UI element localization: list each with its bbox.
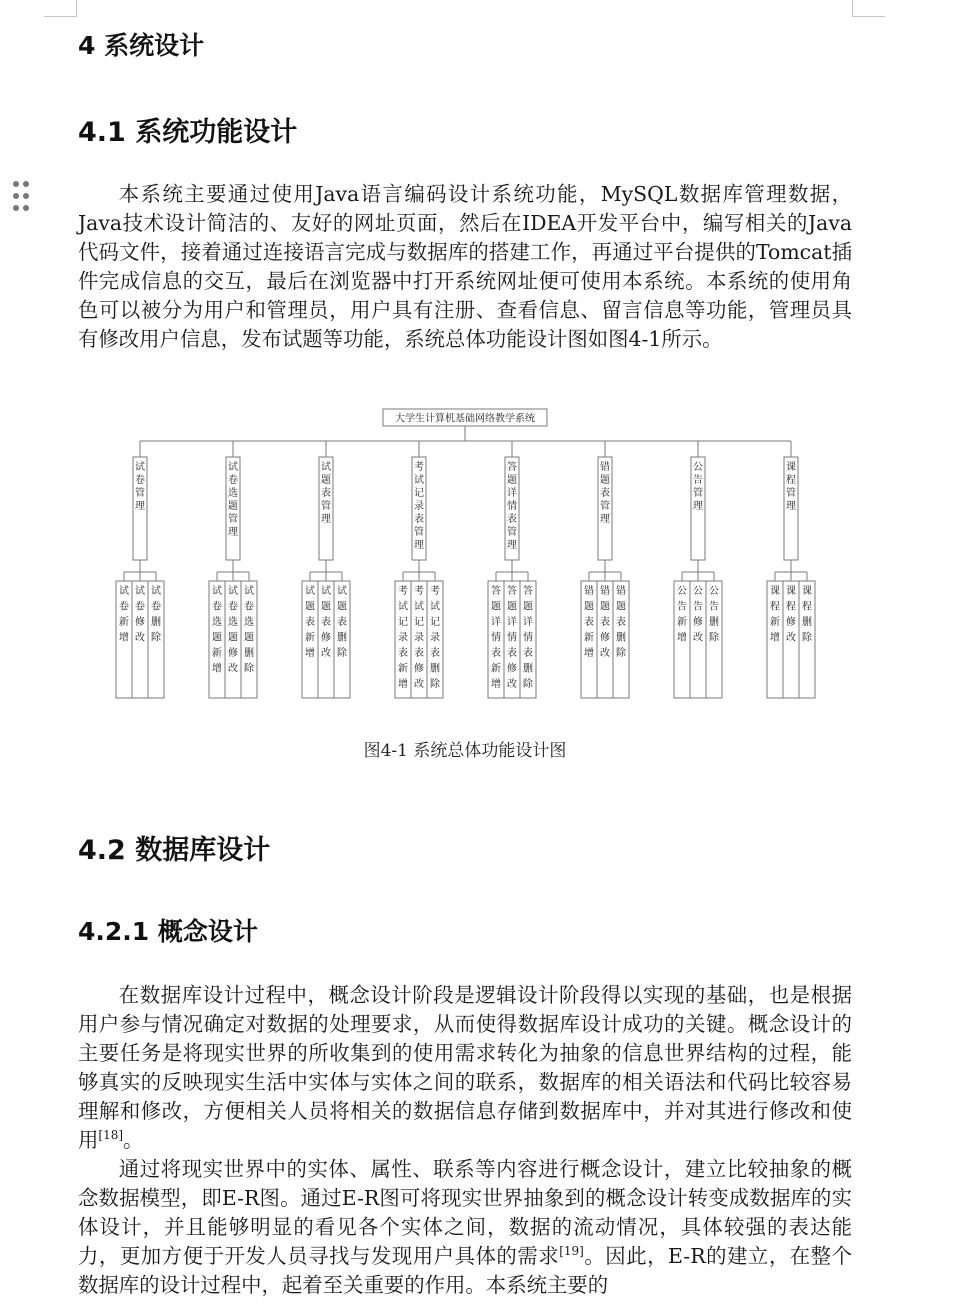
diagram-leaf-label: 试卷删除: [151, 586, 161, 644]
diagram-module-label: 试题表管理: [321, 462, 331, 525]
diagram-module-label: 公告管理: [693, 462, 703, 512]
paragraph-concept-design: [78, 981, 852, 1155]
diagram-leaf-label: 公告修改: [693, 586, 703, 644]
diagram-leaf-label: 试题表修改: [321, 586, 331, 659]
paragraph-system-overview: 本系统主要通过使用Java语言编码设计系统功能，MySQL数据库管理数据，Java技术设计简洁的、友好的网址页面，然后在IDEA开发平台中，编写相关的Java代码文件，接着通过连接语言完成与数据库的搭建工作，再通过平台提供的Tomcat插件完成信息的交互，最后在浏览器中打开系统网址便可使用本系统。本系统的使用角色可以被分为用户和管理员，用户具有注册、查看信息、留言信息等功能，管理员具有修改用户信息，发布试题等功能，系统总体功能设计图如图4-1所示。: [78, 182, 852, 351]
diagram-leaf-label: 试题表新增: [305, 586, 315, 659]
figure-caption: 图4-1 系统总体功能设计图: [363, 741, 567, 761]
diagram-root-label: 大学生计算机基础网络教学系统: [395, 413, 535, 425]
page-corner-mark-left: [44, 0, 77, 17]
diagram-leaf-label: 考试记录表新增: [398, 586, 408, 690]
diagram-module-label: 试卷管理: [135, 462, 145, 512]
function-structure-diagram: [100, 400, 840, 710]
diagram-module-label: 课程管理: [786, 462, 796, 512]
paragraph-text-end: 。因此，E-R的建立，在整个数据库的设计过程中，起着至关重要的作用。本系统主要的: [78, 1244, 852, 1297]
drag-handle-icon[interactable]: [12, 180, 32, 212]
paragraph-text-end: 。: [123, 1128, 144, 1152]
citation-ref[interactable]: [18]: [98, 1128, 124, 1143]
diagram-leaf-label: 考试记录表删除: [430, 586, 440, 690]
diagram-leaf-label: 公告删除: [709, 586, 719, 644]
diagram-leaf-label: 课程新增: [770, 586, 780, 644]
diagram-leaf-label: 试卷修改: [135, 586, 145, 644]
diagram-leaf-label: 试卷选题新增: [212, 586, 222, 675]
diagram-leaf-label: 考试记录表修改: [414, 586, 424, 690]
diagram-leaf-label: 错题表修改: [600, 586, 610, 659]
diagram-leaf-label: 课程删除: [802, 586, 812, 644]
page-corner-mark-right: [852, 0, 885, 17]
diagram-canvas: [100, 400, 840, 710]
chapter-heading: 4 系统设计: [78, 31, 205, 60]
paragraph-er-model: [78, 1155, 852, 1300]
subsection-heading-4-2-1: 4.2.1 概念设计: [78, 917, 258, 946]
diagram-module-label: 答题详情表管理: [507, 462, 517, 551]
paragraph-text: 在数据库设计过程中，概念设计阶段是逻辑设计阶段得以实现的基础，也是根据用户参与情况确定对数据的处理要求，从而使得数据库设计成功的关键。概念设计的主要任务是将现实世界的所收集到的使用需求转化为抽象的信息世界结构的过程，能够真实的反映现实生活中实体与实体之间的联系，数据库的相关语法和代码比较容易理解和修改，方便相关人员将相关的数据信息存储到数据库中，并对其进行修改和使用: [78, 983, 852, 1152]
diagram-leaf-label: 答题详情表修改: [507, 586, 517, 690]
diagram-leaf-label: 试卷新增: [119, 586, 129, 644]
diagram-leaf-label: 试卷选题修改: [228, 586, 238, 675]
diagram-leaf-label: 答题详情表新增: [491, 586, 501, 690]
diagram-leaf-label: 错题表新增: [584, 586, 594, 659]
section-heading-4-1: 4.1 系统功能设计: [78, 117, 298, 148]
diagram-module-label: 错题表管理: [600, 462, 610, 525]
diagram-leaf-label: 试卷选题删除: [244, 586, 254, 675]
paragraph-text: 通过将现实世界中的实体、属性、联系等内容进行概念设计，建立比较抽象的概念数据模型，即E-R图。通过E-R图可将现实世界抽象到的概念设计转变成数据库的实体设计，并且能够明显的看见各个实体之间，数据的流动情况，具体较强的表达能力，更加方便于开发人员寻找与发现用户具体的需求: [78, 1157, 852, 1268]
citation-ref[interactable]: [19]: [559, 1244, 584, 1259]
section-heading-4-2: 4.2 数据库设计: [78, 835, 271, 866]
diagram-module-label: 试卷选题管理: [228, 462, 238, 538]
diagram-module-label: 考试记录表管理: [414, 462, 424, 551]
diagram-leaf-label: 答题详情表删除: [523, 586, 533, 690]
diagram-leaf-label: 课程修改: [786, 586, 796, 644]
diagram-leaf-label: 错题表删除: [616, 586, 626, 659]
diagram-leaf-label: 公告新增: [677, 586, 687, 644]
diagram-leaf-label: 试题表删除: [337, 586, 347, 659]
